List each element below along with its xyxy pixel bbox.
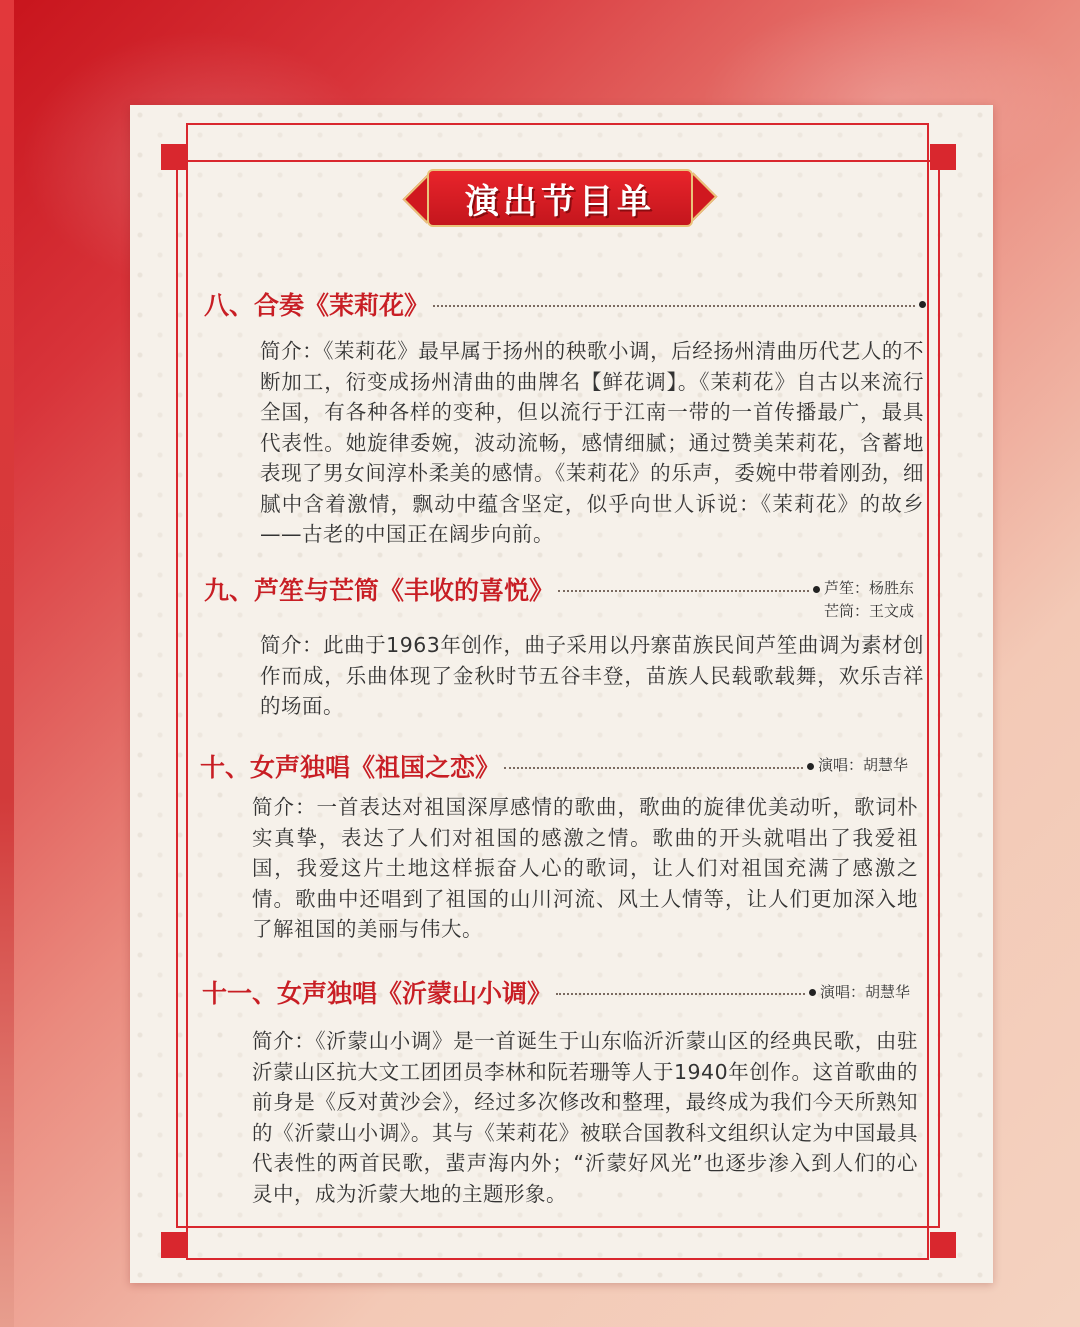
performer-credit: 芒筒：王文成 <box>824 602 915 620</box>
corner-ornament-bottom-left <box>161 1232 187 1258</box>
leader-end-dot <box>807 763 814 770</box>
corner-ornament-bottom-right <box>930 1232 956 1258</box>
program-item-description: 简介：此曲于1963年创作，曲子采用以丹寨苗族民间芦笙曲调为素材创作而成，乐曲体现了金秋时节五谷丰登，苗族人民载歌载舞，欢乐吉祥的场面。 <box>260 633 924 718</box>
performer-credit: 演唱：胡慧华 <box>820 983 911 1001</box>
program-item-title: 九、芦笙与芒筒《丰收的喜悦》 <box>204 576 555 605</box>
program-item-title: 十一、女声独唱《沂蒙山小调》 <box>202 979 553 1008</box>
page-title: 演出节目单 <box>465 181 655 222</box>
program-item-description: 简介：一首表达对祖国深厚感情的歌曲，歌曲的旋律优美动听，歌词朴实真挚，表达了人们对祖国的感激之情。歌曲的开头就唱出了我爱祖国，我爱这片土地这样振奋人心的歌词，让人们对祖国充满了感激之情。歌曲中还唱到了祖国的山川河流、风土人情等，让人们更加深入地了解祖国的美丽与伟大。 <box>252 795 918 941</box>
program-item-header <box>204 286 926 322</box>
dotted-leader-line <box>504 767 803 769</box>
program-item-title: 十、女声独唱《祖国之恋》 <box>200 753 501 782</box>
corner-ornament-top-left <box>161 144 187 170</box>
title-banner <box>405 163 715 233</box>
leader-end-dot <box>813 586 820 593</box>
background-edge-strip <box>0 0 14 1327</box>
program-item-description: 简介：《沂蒙山小调》是一首诞生于山东临沂沂蒙山区的经典民歌，由驻沂蒙山区抗大文工团团员李林和阮若珊等人于1940年创作。这首歌曲的前身是《反对黄沙会》，经过多次修改和整理，最终成为我们今天所熟知的《沂蒙山小调》。其与《茉莉花》被联合国教科文组织认定为中国最具代表性的两首民歌，蜚声海内外；“沂蒙好风光”也逐步渗入到人们的心灵中，成为沂蒙大地的主题形象。 <box>252 1029 918 1206</box>
program-item-header <box>200 748 814 784</box>
leader-end-dot <box>809 989 816 996</box>
performer-credit: 演唱：胡慧华 <box>818 756 909 774</box>
leader-end-dot <box>919 301 926 308</box>
program-item-description: 简介：《茉莉花》最早属于扬州的秧歌小调，后经扬州清曲历代艺人的不断加工，衍变成扬州清曲的曲牌名【鲜花调】。《茉莉花》自古以来流行全国，有各种各样的变种，但以流行于江南一带的一首传播最广，最具代表性。她旋律委婉，波动流畅，感情细腻；通过赞美茉莉花，含蓄地表现了男女间淳朴柔美的感情。《茉莉花》的乐声，委婉中带着刚劲，细腻中含着激情，飘动中蕴含坚定，似乎向世人诉说：《茉莉花》的故乡——古老的中国正在阔步向前。 <box>260 339 924 546</box>
corner-ornament-top-right <box>930 144 956 170</box>
program-item-title: 八、合奏《茉莉花》 <box>204 291 430 320</box>
dotted-leader-line <box>558 590 809 592</box>
dotted-leader-line <box>433 305 915 307</box>
dotted-leader-line <box>556 993 805 995</box>
performer-credit: 芦笙：杨胜东 <box>824 579 915 597</box>
program-item-header <box>204 571 820 607</box>
program-item-header <box>202 974 816 1010</box>
banner-body <box>427 169 693 227</box>
